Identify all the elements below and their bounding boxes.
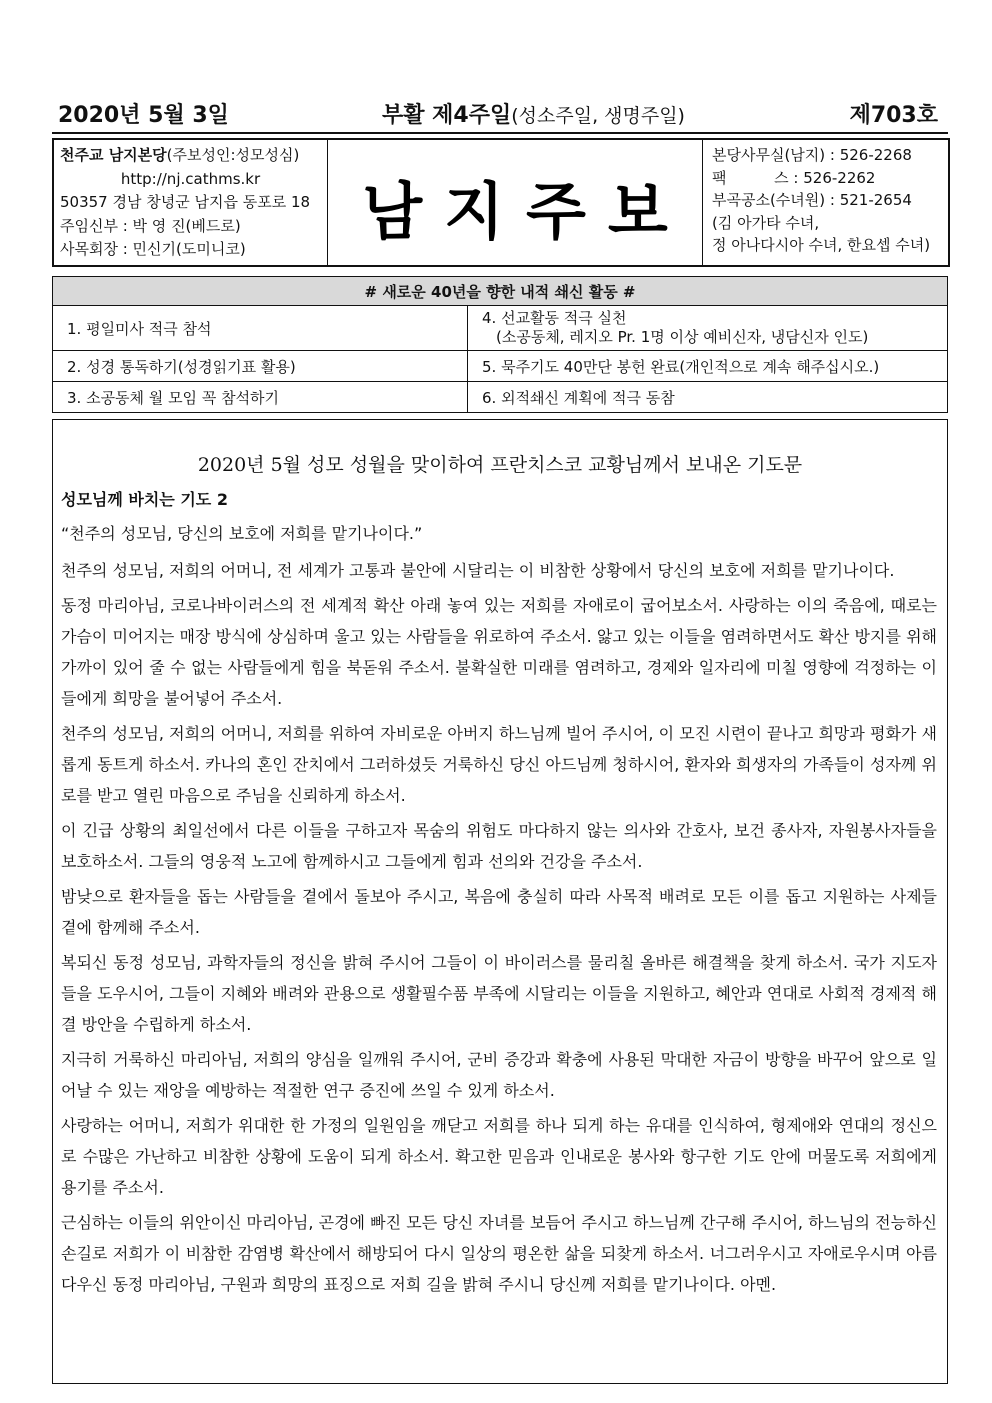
- contact-line: 팩 스 : 526-2262: [712, 168, 876, 187]
- parish-patron: (주보성인:성모성심): [166, 146, 300, 164]
- masthead-title-cell: [328, 140, 703, 265]
- article-paragraph: 이 긴급 상황의 최일선에서 다른 이들을 구하고자 목숨의 위험도 마다하지 않는 의사와 간호사, 보건 종사자, 자원봉사자들을 보호하소서. 그들의 영웅적 노고에 함께하시고 그들에게 힘과 선의와 건강을 주소서.: [61, 821, 937, 871]
- masthead-title: 남지주보: [362, 175, 690, 248]
- article-paragraph: 지극히 거룩하신 마리아님, 저희의 양심을 일깨워 주시어, 군비 증강과 확충에 사용된 막대한 자금이 방향을 바꾸어 앞으로 일어날 수 있는 재앙을 예방하는 적절한 연구 증진에 쓰일 수 있게 하소서.: [61, 1050, 937, 1100]
- contact-line: 본당사무실(남지) : 526-2268: [712, 146, 912, 164]
- masthead-box: [52, 138, 950, 267]
- parish-council: 사목회장 : 민신기(도미니코): [60, 240, 246, 258]
- activity-item: 3. 소공동체 월 모임 꼭 참석하기: [53, 382, 468, 413]
- contact-line: 정 아나다시아 수녀, 한요셉 수녀): [712, 236, 931, 254]
- liturgical-title: [382, 98, 685, 129]
- activity-item-line: (소공동체, 레지오 Pr. 1명 이상 예비신자, 냉담신자 인도): [496, 328, 869, 346]
- article-paragraph: 사랑하는 어머니, 저희가 위대한 한 가정의 일원임을 깨닫고 저희를 하나 되게 하는 유대를 인식하여, 형제애와 연대의 정신으로 수많은 가난하고 비참한 상황에 도움이 되게 하소서. 확고한 믿음과 인내로운 봉사와 항구한 기도 안에 머물도록 저희에게 용기를 주소서.: [61, 1116, 937, 1197]
- article-paragraph: 복되신 동정 성모님, 과학자들의 정신을 밝혀 주시어 그들이 이 바이러스를 물리칠 올바른 해결책을 찾게 하소서. 국가 지도자들을 도우시어, 그들이 지혜와 배려와 관용으로 생활필수품 부족에 시달리는 이들을 지원하고, 혜안과 연대로 사회적 경제적 해결 방안을 수립하게 하소서.: [61, 953, 937, 1034]
- liturgical-title-sub: (성소주일, 생명주일): [511, 105, 685, 127]
- article-paragraph: 밤낮으로 환자들을 돕는 사람들을 곁에서 돌보아 주시고, 복음에 충실히 따라 사목적 배려로 모든 이를 돕고 지원하는 사제들 곁에 함께해 주소서.: [61, 887, 937, 937]
- issue-date: 2020년 5월 3일: [58, 103, 229, 128]
- activities-heading: # 새로운 40년을 향한 내적 쇄신 활동 #: [53, 277, 948, 306]
- parish-name: 천주교 남지본당: [60, 146, 167, 164]
- activity-item: 5. 묵주기도 40만단 봉헌 완료(개인적으로 계속 해주십시오.): [468, 351, 948, 382]
- activity-item-line: 4. 선교활동 적극 실천: [482, 309, 627, 327]
- prayer-article: [52, 419, 948, 1384]
- activity-item: 1. 평일미사 적극 참석: [53, 306, 468, 351]
- issue-header: [52, 98, 942, 134]
- activity-item: 6. 외적쇄신 계획에 적극 동참: [468, 382, 948, 413]
- article-title: 2020년 5월 성모 성월을 맞이하여 프란치스코 교황님께서 보내온 기도문: [197, 454, 803, 476]
- liturgical-title-main: 부활 제4주일: [382, 103, 512, 128]
- header-rule: [52, 132, 948, 134]
- article-paragraph: 근심하는 이들의 위안이신 마리아님, 곤경에 빠진 모든 당신 자녀를 보듬어 주시고 하느님께 간구해 주시어, 하느님의 전능하신 손길로 저희가 이 비참한 감염병 확산에서 해방되어 다시 일상의 평온한 삶을 되찾게 하소서. 너그러우시고 자애로우시며 아름다우신 동정 마리아님, 구원과 희망의 표징으로 저희 길을 밝혀 주시니 당신께 저희를 맡기나이다. 아멘.: [61, 1213, 937, 1294]
- article-quote: “천주의 성모님, 당신의 보호에 저희를 맡기나이다.”: [61, 524, 423, 543]
- contact-line: 부곡공소(수녀원) : 521-2654: [712, 191, 912, 209]
- article-paragraph: 천주의 성모님, 저희의 어머니, 저희를 위하여 자비로운 아버지 하느님께 빌어 주시어, 이 모진 시련이 끝나고 희망과 평화가 새롭게 동트게 하소서. 카나의 혼인 잔치에서 그러하셨듯 거룩하신 당신 아드님께 청하시어, 환자와 희생자의 가족들이 성자께 위로를 받고 열린 마음으로 주님을 신뢰하게 하소서.: [61, 724, 937, 805]
- article-body: [61, 486, 937, 1304]
- parish-pastor: 주임신부 : 박 영 진(베드로): [60, 216, 241, 235]
- parish-info: [54, 140, 328, 265]
- activity-item: [468, 306, 948, 351]
- issue-number: 제703호: [849, 103, 938, 128]
- parish-url[interactable]: http://nj.cathms.kr: [120, 169, 261, 188]
- article-subtitle: 성모님께 바치는 기도 2: [61, 490, 228, 509]
- contact-line: (김 아가타 수녀,: [712, 213, 820, 232]
- article-paragraph: 천주의 성모님, 저희의 어머니, 전 세계가 고통과 불안에 시달리는 이 비참한 상황에서 당신의 보호에 저희를 맡기나이다.: [61, 561, 895, 580]
- article-paragraph: 동정 마리아님, 코로나바이러스의 전 세계적 확산 아래 놓여 있는 저희를 자애로이 굽어보소서. 사랑하는 이의 죽음에, 때로는 가슴이 미어지는 매장 방식에 상심하며 울고 있는 사람들을 위로하여 주소서. 앓고 있는 이들을 염려하면서도 확산 방지를 위해 가까이 있어 줄 수 없는 사람들에게 힘을 북돋워 주소서. 불확실한 미래를 염려하고, 경제와 일자리에 미칠 영향에 걱정하는 이들에게 희망을 불어넣어 주소서.: [61, 596, 937, 708]
- activity-item: 2. 성경 통독하기(성경읽기표 활용): [53, 351, 468, 382]
- activities-table: [52, 276, 948, 413]
- contact-info: [702, 140, 948, 265]
- parish-address: 50357 경남 창녕군 남지읍 동포로 18: [60, 193, 311, 211]
